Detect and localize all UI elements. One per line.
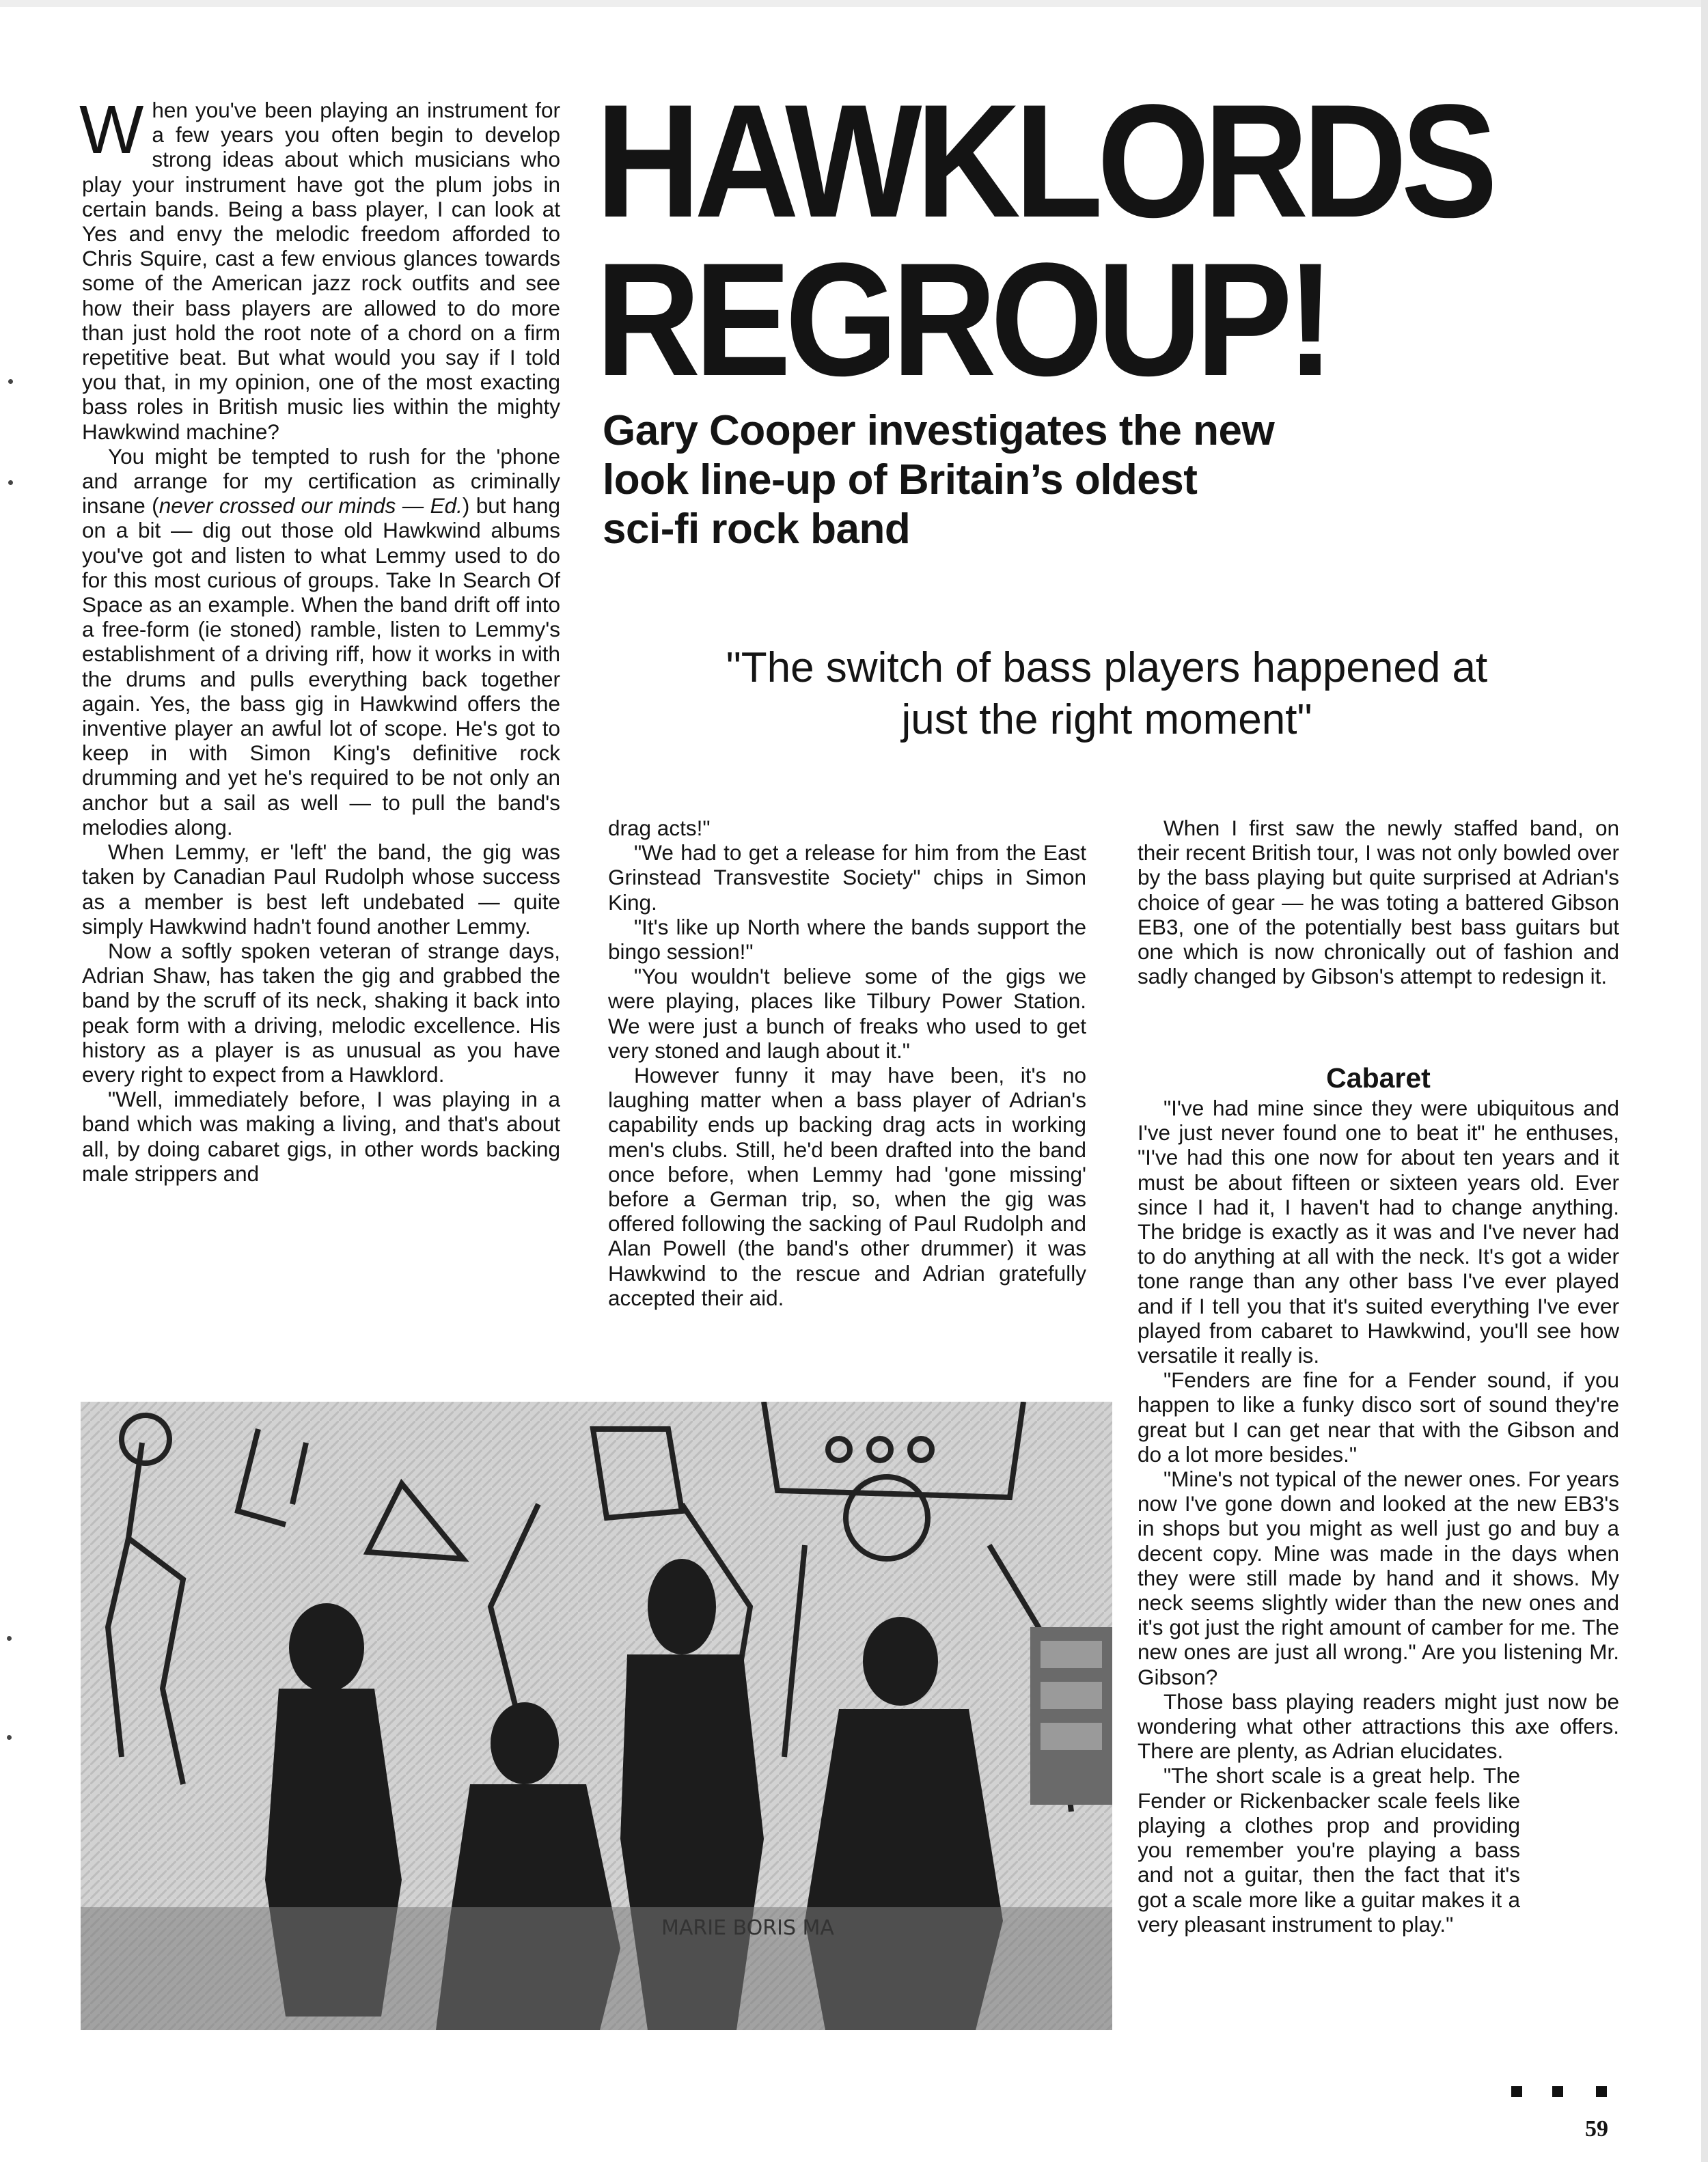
headline-line: REGROUP! [596,230,1329,410]
standfirst-line: look line-up of Britain’s oldest [603,456,1198,503]
standfirst [603,406,1457,554]
standfirst-line: sci-fi rock band [603,505,911,553]
paragraph: "It's like up North where the bands support the bingo session!" [608,914,1086,965]
paragraph: "I've had mine since they were ubiquitous and I've just never found one to beat it" he enthuses, "I've had this one now for about ten years and it must be about fifteen or sixteen years old. Ever since I had it, I haven't had to change anything. The bridge is exactly as it was and I've never had to do anything at all with the neck. It's got a wider tone range than any other bass I've ever played and if I tell you that it's suited everything I've ever played from cabaret to Hawkwind, you'll see how versatile it really is. [1138,1096,1619,1368]
paragraph [82,444,560,840]
paragraph: Those bass playing readers might just now be wondering what other attractions this axe offers. There are plenty, as Adrian elucidates. [1138,1689,1619,1764]
paragraph: drag acts!" [608,816,711,840]
page-top-edge [0,0,1708,7]
paragraph-text: You might be tempted to rush for the 'phone and arrange for my certification as criminally insane ( [82,443,560,518]
article-column-3 [1138,816,1619,988]
article-column-1 [79,92,560,1186]
paragraph: "We had to get a release for him from the East Grinstead Transvestite Society" chips in Simon King. [608,840,1086,915]
headline-line: HAWKLORDS [596,71,1492,251]
end-of-article-marks [1511,2086,1614,2101]
subhead: Cabaret [1326,1062,1431,1094]
paragraph: "The short scale is a great help. The Fender or Rickenbacker scale feels like playing a clothes prop and providing you remember you're playing a bass and not a guitar, then the fact that it's got a scale more like a guitar makes it a very pleasant instrument to play." [1138,1763,1520,1937]
pull-quote-line: "The switch of bass players happened at [726,644,1488,691]
pull-quote-line: just the right moment" [901,696,1312,743]
paragraph: When I first saw the newly staffed band, on their recent British tour, I was not only bowled over by the bass playing but quite surprised at Adrian's choice of gear — he was toting a battered Gibson EB3, one of the potentially best bass guitars but one which is now chronically out of fashion and sadly changed by Gibson's attempt to redesign it. [1138,816,1619,989]
paragraph: Now a softly spoken veteran of strange days, Adrian Shaw, has taken the gig and grabbed the band by the scruff of its neck, shaking it back into peak form with a driving, melodic excellence. His history as a player is as unusual as you have every right to expect from a Hawklord. [82,938,560,1087]
paragraph: "Well, immediately before, I was playing in a band which was making a living, and that's about all, by doing cabaret gigs, in other words backing male strippers and [82,1087,560,1186]
paragraph: "Fenders are fine for a Fender sound, if you happen to like a funky disco sort of sound they're great but I can get near that with the Gibson and do a lot more besides." [1138,1368,1619,1467]
pull-quote [615,642,1599,746]
band-photo [81,1402,1112,2030]
article-column-3-continued [1138,1096,1619,1937]
end-mark-square [1552,2086,1563,2097]
margin-dot [8,480,13,485]
margin-dot [7,1735,12,1740]
margin-dot [7,1636,12,1641]
paragraph [79,92,560,444]
paragraph: However funny it may have been, it's no laughing matter when a bass player of Adrian's capability ends up backing drag acts in working men's clubs. Still, he'd been drafted into the band once before, when Lemmy had 'gone missing' before a German trip, so, when the gig was offered following the sacking of Paul Rudolph and Alan Powell (the band's other drummer) it was Hawkwind to the rescue and Adrian gratefully accepted their aid. [608,1063,1086,1310]
page-right-edge [1701,0,1708,2162]
page-number: 59 [1585,2116,1608,2142]
paragraph: "You wouldn't believe some of the gigs we were playing, places like Tilbury Power Station. We were just a bunch of freaks who used to get very stoned and laugh about it." [608,964,1086,1063]
headline [596,71,1492,410]
paragraph: When Lemmy, er 'left' the band, the gig was taken by Canadian Paul Rudolph whose success as a member is best left undebated — quite simply Hawkwind hadn't found another Lemmy. [82,840,560,939]
paragraph: "Mine's not typical of the newer ones. For years now I've gone down and looked at the new EB3's in shops but you might as well just go and buy a decent copy. Mine was made in the days when they were still made by hand and it shows. My neck seems slightly wider than the new ones and it's got just the right amount of camber for me. The new ones are just all wrong." Are you listening Mr. Gibson? [1138,1467,1619,1689]
article-column-2 [608,816,1086,1310]
standfirst-line: Gary Cooper investigates the new [603,407,1275,454]
drop-cap: W [79,92,144,168]
editor-aside: never crossed our minds — Ed. [159,493,463,518]
paragraph-text: hen you've been playing an instrument for a few years you often begin to develop strong ideas about which musicians who play your instrument have got the plum jobs in certain bands. Being a bass player, I can look at Yes and envy the melodic freedom afforded to Chris Squire, cast a few envious glances towards some of the American jazz rock outfits and see how their bass players are allowed to do more than just hold the root note of a chord on a firm repetitive beat. But what would you say if I told you that, in my opinion, one of the most exacting bass roles in British music lies within the mighty Hawkwind machine? [82,98,560,444]
band-photo-illustration [81,1402,1112,2030]
end-mark-square [1596,2086,1607,2097]
end-mark-square [1511,2086,1522,2097]
wall-graffiti: MARIE BORIS MA [661,1916,834,1940]
paragraph-text: ) but hang on a bit — dig out those old Hawkwind albums you've got and listen to what Lemmy used to do for this most curious of groups. Take In Search Of Space as an example. When the band drift off into a free-form (ie stoned) ramble, listen to Lemmy's establishment of a driving riff, how it works in with the drums and pulls everything back together again. Yes, the bass gig in Hawkwind offers the inventive player an awful lot of scope. He's got to keep in with Simon King's definitive rock drumming and yet he's required to be not only an anchor but a sail as well — to pull the band's melodies along. [82,493,560,840]
margin-dot [8,379,13,384]
